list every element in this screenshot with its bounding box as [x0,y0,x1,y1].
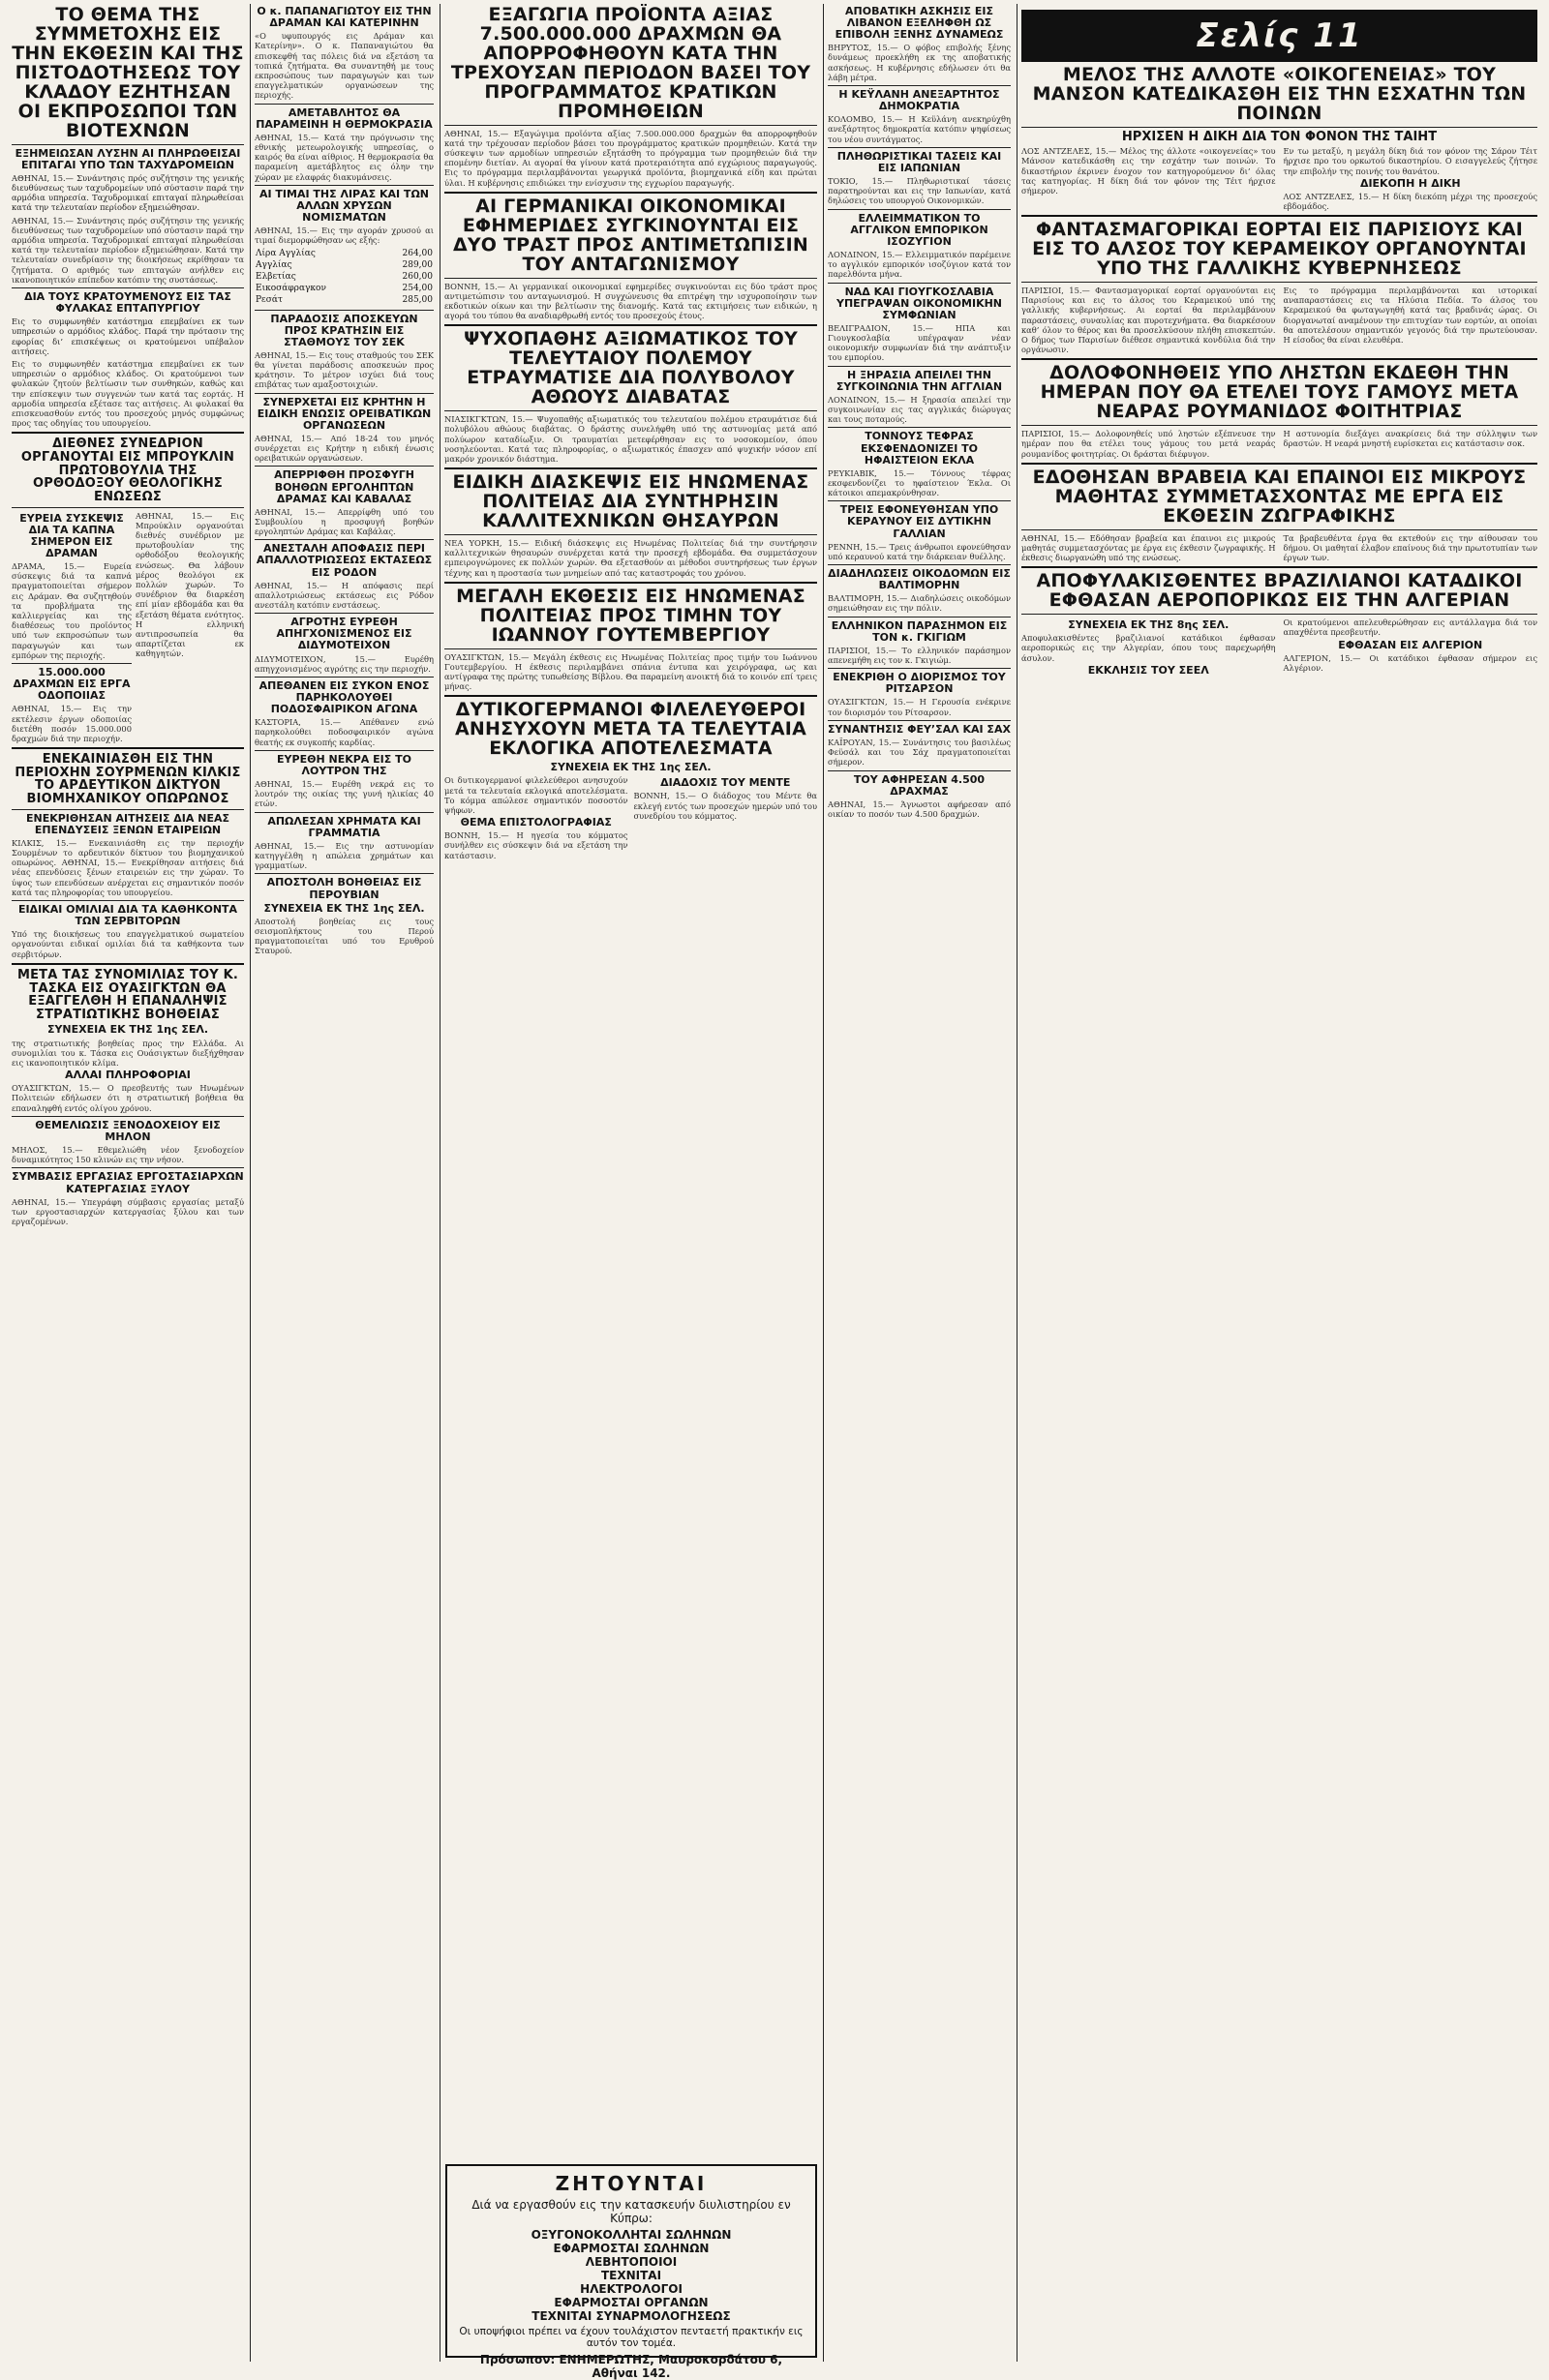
subhead-postal: ΕΞΗΜΕΙΩΣΑΝ ΛΥΣΗΝ ΑΙ ΠΛΗΡΩΘΕΙΣΑΙ ΕΠΙΤΑΓΑΙ ΥΠΟ ΤΩΝ ΤΑΧΥΔΡΟΜΕΙΩΝ [15,146,241,171]
subhead-temperature: ΑΜΕΤΑΒΛΗΤΟΣ ΘΑ ΠΑΡΑΜΕΙΝΗ Η ΘΕΡΜΟΚΡΑΣΙΑ [256,105,433,131]
subhead-lightning: ΤΡΕΙΣ ΕΦΟΝΕΥΘΗΣΑΝ ΥΠΟ ΚΕΡΑΥΝΟΥ ΕΙΣ ΔΥΤΙΚΗΝ ΓΑΛΛΙΑΝ [839,503,999,540]
subhead-ceylon: Η ΚΕΫΛΑΝΗ ΑΝΕΞΑΡΤΗΤΟΣ ΔΗΜΟΚΡΑΤΙΑ [838,88,1000,113]
continuation-label: ΣΥΝΕΧΕΙΑ ΕΚ ΤΗΣ 1ης ΣΕΛ. [550,761,712,774]
headline-congress: ΔΙΕΘΝΕΣ ΣΥΝΕΔΡΙΟΝ ΟΡΓΑΝΟΥΤΑΙ ΕΙΣ ΜΠΡΟΥΚΛΙΝ ΠΡΩΤΟΒΟΥΛΙΑ ΤΗΣ ΟΡΘΟΔΟΞΟΥ ΘΕΟΛΟΓΙΚΗΣ ΕΝΩΣΕΩΣ [20,437,235,504]
headline-taskas: ΜΕΤΑ ΤΑΣ ΣΥΝΟΜΙΛΙΑΣ ΤΟΥ Κ. ΤΑΣΚΑ ΕΙΣ ΟΥΑΣΙΓΚΤΩΝ ΘΑ ΕΞΑΓΓΕΛΘΗ Η ΕΠΑΝΑΛΗΨΙΣ ΣΤΡΑΤΙΩΤΙΚΗΣ ΒΟΗΘΕΙΑΣ [16,967,239,1022]
subhead-faisal: ΣΥΝΑΝΤΗΣΙΣ ΦΕΥ’ΣΑΛ ΚΑΙ ΣΑΧ [828,722,1011,736]
headline-brazilian-prisoners: ΑΠΟΦΥΛΑΚΙΣΘΕΝΤΕΣ ΒΡΑΖΙΛΙΑΝΟΙ ΚΑΤΑΔΙΚΟΙ ΕΦΘΑΣΑΝ ΑΕΡΟΠΟΡΙΚΩΣ ΕΙΣ ΤΗΝ ΑΛΓΕΡΙΑΝ [1036,570,1523,612]
column-6-7: Σελίς 11 ΜΕΛΟΣ ΤΗΣ ΑΛΛΟΤΕ «ΟΙΚΟΓΕΝΕΙΑΣ» ΤΟΥ ΜΑΝΣΟΝ ΚΑΤΕΔΙΚΑΣΘΗ ΕΙΣ ΤΗΝ ΕΣΧΑΤΗΝ ΤΩΝ ΠΟΙΝΩΝ ΗΡΧΙΣΕΝ Η ΔΙΚΗ ΔΙΑ ΤΟΝ ΦΟΝΟΝ ΤΗΣ ΤΑΙΗΤ ΛΟΣ ΑΝΤΖΕΛΕΣ, 15.— Μέλος της άλλοτε «οικογενείας» του Μάνσον κατεδικάσθη εις την εσχάτην των ποινών. Το δικαστήριον έκρινεν ένοχον τον κατηγορούμενον δι’ όλας τας κατηγορίας. Η δίκη διά τον φόνον της Τέιτ ήρχισε σήμερον. Εν τω μεταξύ, η μεγάλη δίκη διά τον φόνον της Σάρον Τέιτ ήρχισε προ του ορκωτού δικαστηρίου. Ο εισαγγελεύς ζήτησε την επιβολήν της ποινής του θανάτου. ΔΙΕΚΟΠΗ Η ΔΙΚΗ ΛΟΣ ΑΝΤΖΕΛΕΣ, 15.— Η δίκη διεκόπη μέχρι της προσεχούς εβδομάδος. ΦΑΝΤΑΣΜΑΓΟΡΙΚΑΙ ΕΟΡΤΑΙ ΕΙΣ ΠΑΡΙΣΙΟΥΣ ΚΑΙ ΕΙΣ ΤΟ ΑΛΣΟΣ ΤΟΥ ΚΕΡΑΜΕΙΚΟΥ ΟΡΓΑΝΟΥΝΤΑΙ ΥΠΟ ΤΗΣ ΓΑΛΛΙΚΗΣ ΚΥΒΕΡΝΗΣΕΩΣ ΠΑΡΙΣΙΟΙ, 15.— Φαντασμαγορικαί εορταί οργανούνται εις Παρισίους και εις το άλσος του Κεραμεικού υπό της γαλλικής κυβερνήσεως. Αι εορταί θα περιλαμβάνουν παραστάσεις, συναυλίας και πυροτεχνήματα. Θα διαρκέσουν καθ’ όλον το θέρος και θα προσελκύσουν πλήθη επισκεπτών. Ο δήμος των Παρισίων διέθεσε σημαντικά κονδύλια διά την οργάνωσιν. Εις το πρόγραμμα περιλαμβάνονται και ιστορικαί αναπαραστάσεις εις τα Ηλύσια Πεδία. Το άλσος του Κεραμεικού θα φωταγωγηθή κατά τας βραδινάς ώρας. Οι διοργανωταί αναμένουν την επιτυχίαν των εορτών, αι οποίαι θα αποτελέσουν σημαντικόν γεγονός διά την πρωτεύουσαν. Η είσοδος θα είναι ελευθέρα. ΔΟΛΟΦΟΝΗΘΕΙΣ ΥΠΟ ΛΗΣΤΩΝ ΕΚΔΕΘΗ ΤΗΝ ΗΜΕΡΑΝ ΠΟΥ ΘΑ ΕΤΕΛΕΙ ΤΟΥΣ ΓΑΜΟΥΣ ΜΕΤΑ ΝΕΑΡΑΣ ΡΟΥΜΑΝΙΔΟΣ ΦΟΙΤΗΤΡΙΑΣ ΠΑΡΙΣΙΟΙ, 15.— Δολοφονηθείς υπό ληστών εξέπνευσε την ημέραν που θα ετέλει τους γάμους του μετά νεαράς ρουμανίδος φοιτητρίας. Οι δράσται διέφυγον. Η αστυνομία διεξάγει ανακρίσεις διά την σύλληψιν των δραστών. Η νεαρά μνηστή ευρίσκεται εις κατάστασιν σοκ. ΕΔΟΘΗΣΑΝ ΒΡΑΒΕΙΑ ΚΑΙ ΕΠΑΙΝΟΙ ΕΙΣ ΜΙΚΡΟΥΣ ΜΑΘΗΤΑΣ ΣΥΜΜΕΤΑΣΧΟΝΤΑΣ ΜΕ ΕΡΓΑ ΕΙΣ ΕΚΘΕΣΙΝ ΖΩΓΡΑΦΙΚΗΣ ΑΘΗΝΑΙ, 15.— Εδόθησαν βραβεία και έπαινοι εις μικρούς μαθητάς συμμετασχόντας με έργα εις έκθεσιν ζωγραφικής. Η έκθεσις διωργανώθη υπό της ενώσεως. Τα βραβευθέντα έργα θα εκτεθούν εις την αίθουσαν του δήμου. Οι μαθηταί έλαβον επαίνους διά την πρωτοτυπίαν των έργων των. ΑΠΟΦΥΛΑΚΙΣΘΕΝΤΕΣ ΒΡΑΖΙΛΙΑΝΟΙ ΚΑΤΑΔΙΚΟΙ ΕΦΘΑΣΑΝ ΑΕΡΟΠΟΡΙΚΩΣ ΕΙΣ ΤΗΝ ΑΛΓΕΡΙΑΝ ΣΥΝΕΧΕΙΑ ΕΚ ΤΗΣ 8ης ΣΕΛ. Αποφυλακισθέντες βραζιλιανοί κατάδικοι έφθασαν αεροπορικώς εις την Αλγερίαν, όπου τους παρεχωρήθη άσυλον. ΕΚΚΛΗΣΙΣ ΤΟΥ ΣΕΕΛ Οι κρατούμενοι απελευθερώθησαν εις αντάλλαγμα διά τον απαχθέντα πρεσβευτήν. ΕΦΘΑΣΑΝ ΕΙΣ ΑΛΓΕΡΙΟΝ ΑΛΓΕΡΙΟΝ, 15.— Οι κατάδικοι έφθασαν σήμερον εις Αλγέριον. [1017,4,1541,2362]
subhead-letters: ΘΕΜΑ ΕΠΙΣΤΟΛΟΓΡΑΦΙΑΣ [460,816,612,829]
subhead-papanagiotou: Ο κ. ΠΑΠΑΝΑΓΙΩΤΟΥ ΕΙΣ ΤΗΝ ΔΡΑΜΑΝ ΚΑΙ ΚΑΤΕΡΙΝΗΝ [257,5,432,30]
subhead-japan: ΠΛΗΘΩΡΙΣΤΙΚΑΙ ΤΑΣΕΙΣ ΚΑΙ ΕΙΣ ΙΑΠΩΝΙΑΝ [836,149,1002,174]
subhead-waiters: ΕΙΔΙΚΑΙ ΟΜΙΛΙΑΙ ΔΙΑ ΤΑ ΚΑΘΗΚΟΝΤΑ ΤΩΝ ΣΕΡΒΙΤΟΡΩΝ [17,903,238,928]
column-3-4: ΕΞΑΓΩΓΙΑ ΠΡΟΪΟΝΤΑ ΑΞΙΑΣ 7.500.000.000 ΔΡΑΧΜΩΝ ΘΑ ΑΠΟΡΡΟΦΗΘΟΥΝ ΚΑΤΑ ΤΗΝ ΤΡΕΧΟΥΣΑΝ ΠΕΡΙΟΔΟΝ ΒΑΣΕΙ ΤΟΥ ΠΡΟΓΡΑΜΜΑΤΟΣ ΚΡΑΤΙΚΩΝ ΠΡΟΜΗΘΕΙΩΝ ΑΘΗΝΑΙ, 15.— Εξαγώγιμα προϊόντα αξίας 7.500.000.000 δραχμών θα απορροφηθούν κατά την τρέχουσαν περίοδον βάσει του προγράμματος κρατικών προμηθειών. Κατά την σύσκεψιν των αρμοδίων υπηρεσιών εξητάσθη το πρόγραμμα των προμηθειών διά την επομένην διετίαν. Αι αγοραί θα γίνουν κατά προτεραιότητα από εγχώριους παραγωγούς. Εις το πρόγραμμα περιλαμβάνονται γεωργικά προϊόντα, βιομηχανικά είδη και πρώται ύλαι. Η κυβέρνησις επιδιώκει την ενίσχυσιν της εγχωρίου παραγωγής. ΑΙ ΓΕΡΜΑΝΙΚΑΙ ΟΙΚΟΝΟΜΙΚΑΙ ΕΦΗΜΕΡΙΔΕΣ ΣΥΓΚΙΝΟΥΝΤΑΙ ΕΙΣ ΔΥΟ ΤΡΑΣΤ ΠΡΟΣ ΑΝΤΙΜΕΤΩΠΙΣΙΝ ΤΟΥ ΑΝΤΑΓΩΝΙΣΜΟΥ ΒΟΝΝΗ, 15.— Αι γερμανικαί οικονομικαί εφημερίδες συγκινούνται εις δύο τράστ προς αντιμετώπισιν του ανταγωνισμού. Η συγχώνευσις θα επιτρέψη την ισχυροποίησιν των εκδοτικών οίκων και την βελτίωσιν της διανομής. Κατά τας εκτιμήσεις των ειδικών, η αγορά του τύπου θα αναδιαρθρωθή εντός του προσεχούς έτους. ΨΥΧΟΠΑΘΗΣ ΑΞΙΩΜΑΤΙΚΟΣ ΤΟΥ ΤΕΛΕΥΤΑΙΟΥ ΠΟΛΕΜΟΥ ΕΤΡΑΥΜΑΤΙΣΕ ΔΙΑ ΠΟΛΥΒΟΛΟΥ ΑΘΩΟΥΣ ΔΙΑΒΑΤΑΣ ΝΙΑΣΙΚΓΚΤΩΝ, 15.— Ψυχοπαθής αξιωματικός του τελευταίου πολέμου ετραυμάτισε διά πολυβόλου αθώους διαβάτας. Ο δράστης συνελήφθη υπό της αστυνομίας μετά από πολύωρον καταδίωξιν. Οι τραυματίαι μετεφέρθησαν εις το νοσοκομείον, όπου νοσηλεύονται. Κατά τας πληροφορίας, ο αξιωματικός έπασχεν από ψυχικήν νόσον επί μακρόν χρονικόν διάστημα. ΕΙΔΙΚΗ ΔΙΑΣΚΕΨΙΣ ΕΙΣ ΗΝΩΜΕΝΑΣ ΠΟΛΙΤΕΙΑΣ ΔΙΑ ΣΥΝΤΗΡΗΣΙΝ ΚΑΛΛΙΤΕΧΝΙΚΩΝ ΘΗΣΑΥΡΩΝ ΝΕΑ ΥΟΡΚΗ, 15.— Ειδική διάσκεψις εις Ηνωμένας Πολιτείας διά την συντήρησιν καλλιτεχνικών θησαυρών συνέρχεται κατά την προσεχή εβδομάδα. Θα συμμετάσχουν εμπειρογνώμονες εκ πολλών χωρών. Θα εξετασθούν αι μέθοδοι συντηρήσεως των έργων τέχνης και η προστασία των μνημείων από τας καταστροφάς του χρόνου. ΜΕΓΑΛΗ ΕΚΘΕΣΙΣ ΕΙΣ ΗΝΩΜΕΝΑΣ ΠΟΛΙΤΕΙΑΣ ΠΡΟΣ ΤΙΜΗΝ ΤΟΥ ΙΩΑΝΝΟΥ ΓΟΥΤΕΜΒΕΡΓΙΟΥ ΟΥΑΣΙΓΚΤΩΝ, 15.— Μεγάλη έκθεσις εις Ηνωμένας Πολιτείας προς τιμήν του Ιωάννου Γουτεμβεργίου. Η έκθεσις περιλαμβάνει σπάνια έντυπα και χειρόγραφα, ως και αντίγραφα της πρώτης τυπωθείσης Βίβλου. Θα παραμείνη ανοικτή διά το κοινόν επί τρεις μήνας. ΔΥΤΙΚΟΓΕΡΜΑΝΟΙ ΦΙΛΕΛΕΥΘΕΡΟΙ ΑΝΗΣΥΧΟΥΝ ΜΕΤΑ ΤΑ ΤΕΛΕΥΤΑΙΑ ΕΚΛΟΓΙΚΑ ΑΠΟΤΕΛΕΣΜΑΤΑ ΣΥΝΕΧΕΙΑ ΕΚ ΤΗΣ 1ης ΣΕΛ. Οι δυτικογερμανοί φιλελεύθεροι ανησυχούν μετά τα τελευταία εκλογικά αποτελέσματα. Το κόμμα απώλεσε σημαντικόν ποσοστόν ψήφων. ΘΕΜΑ ΕΠΙΣΤΟΛΟΓΡΑΦΙΑΣ ΒΟΝΝΗ, 15.— Η ηγεσία του κόμματος συνήλθεν εις σύσκεψιν διά να εξετάση την κατάστασιν. ΔΙΑΔΟΧΙΣ ΤΟΥ ΜΕΝΤΕ ΒΟΝΝΗ, 15.— Ο διάδοχος του Μέντε θα εκλεγή εντός των προσεχών ημερών υπό του συνεδρίου του κόμματος. [440,4,821,2362]
subhead-volcano: ΤΟΝΝΟΥΣ ΤΕΦΡΑΣ ΕΚΣΦΕΝΔΟΝΙΖΕΙ ΤΟ ΗΦΑΙΣΤΕΙΟΝ ΕΚΛΑ [860,430,979,467]
ad-line: ΕΦΑΡΜΟΣΤΑΙ ΟΡΓΑΝΩΝ [554,2296,709,2309]
subhead-baltimore: ΔΙΑΔΗΛΩΣΕΙΣ ΟΙΚΟΔΟΜΩΝ ΕΙΣ ΒΑΛΤΙΜΟΡΗΝ [828,567,1011,592]
subhead-bathroom: ΕΥΡΕΘΗ ΝΕΚΡΑ ΕΙΣ ΤΟ ΛΟΥΤΡΟΝ ΤΗΣ [277,752,411,777]
column-5: ΑΠΟΒΑΤΙΚΗ ΑΣΚΗΣΙΣ ΕΙΣ ΛΙΒΑΝΟΝ ΕΞΕΛΗΦΘΗ ΩΣ ΕΠΙΒΟΛΗ ΞΕΝΗΣ ΔΥΝΑΜΕΩΣ ΒΗΡΥΤΟΣ, 15.— Ο φόβος επιβολής ξένης δυνάμεως προεκλήθη εκ της αποβατικής ασκήσεως. Η κυβέρνησις εδήλωσεν ότι θα λάβη μέτρα. Η ΚΕΫΛΑΝΗ ΑΝΕΞΑΡΤΗΤΟΣ ΔΗΜΟΚΡΑΤΙΑ ΚΟΛΟΜΒΟ, 15.— Η Κεϋλάνη ανεκηρύχθη ανεξάρτητος δημοκρατία κατόπιν ψηφίσεως του νέου συντάγματος. ΠΛΗΘΩΡΙΣΤΙΚΑΙ ΤΑΣΕΙΣ ΚΑΙ ΕΙΣ ΙΑΠΩΝΙΑΝ ΤΟΚΙΟ, 15.— Πληθωριστικαί τάσεις παρατηρούνται και εις την Ιαπωνίαν, κατά δηλώσεις του υπουργού Οικονομικών. ΕΛΛΕΙΜΜΑΤΙΚΟΝ ΤΟ ΑΓΓΛΙΚΟΝ ΕΜΠΟΡΙΚΟΝ ΙΣΟΖΥΓΙΟΝ ΛΟΝΔΙΝΟΝ, 15.— Ελλειμματικόν παρέμεινε το αγγλικόν εμπορικόν ισοζύγιον κατά τον παρελθόντα μήνα. ΝΑΔ ΚΑΙ ΓΙΟΥΓΚΟΣΛΑΒΙΑ ΥΠΕΓΡΑΨΑΝ ΟΙΚΟΝΟΜΙΚΗΝ ΣΥΜΦΩΝΙΑΝ ΒΕΛΙΓΡΑΔΙΟΝ, 15.— ΗΠΑ και Γιουγκοσλαβία υπέγραψαν νέαν οικονομικήν συμφωνίαν διά την ανάπτυξιν του εμπορίου. Η ΞΗΡΑΣΙΑ ΑΠΕΙΛΕΙ ΤΗΝ ΣΥΓΚΟΙΝΩΝΙΑ ΤΗΝ ΑΓΓΛΙΑΝ ΛΟΝΔΙΝΟΝ, 15.— Η ξηρασία απειλεί την συγκοινωνίαν εις τας αγγλικάς διώρυγας και τους ποταμούς. ΤΟΝΝΟΥΣ ΤΕΦΡΑΣ ΕΚΣΦΕΝΔΟΝΙΖΕΙ ΤΟ ΗΦΑΙΣΤΕΙΟΝ ΕΚΛΑ ΡΕΥΚΙΑΒΙΚ, 15.— Τόννους τέφρας εκσφενδονίζει το ηφαίστειον Έκλα. Οι κάτοικοι απεμακρύνθησαν. ΤΡΕΙΣ ΕΦΟΝΕΥΘΗΣΑΝ ΥΠΟ ΚΕΡΑΥΝΟΥ ΕΙΣ ΔΥΤΙΚΗΝ ΓΑΛΛΙΑΝ ΡΕΝΝΗ, 15.— Τρεις άνθρωποι εφονεύθησαν υπό κεραυνού κατά την διάρκειαν θυέλλης. ΔΙΑΔΗΛΩΣΕΙΣ ΟΙΚΟΔΟΜΩΝ ΕΙΣ ΒΑΛΤΙΜΟΡΗΝ ΒΑΛΤΙΜΟΡΗ, 15.— Διαδηλώσεις οικοδόμων σημειώθησαν εις την πόλιν. ΕΛΛΗΝΙΚΟΝ ΠΑΡΑΣΗΜΟΝ ΕΙΣ ΤΟΝ κ. ΓΚΙΓΙΩΜ ΠΑΡΙΣΙΟΙ, 15.— Το ελληνικόν παράσημον απενεμήθη εις τον κ. Γκιγιώμ. ΕΝΕΚΡΙΘΗ Ο ΔΙΟΡΙΣΜΟΣ ΤΟΥ ΡΙΤΣΑΡΣΟΝ ΟΥΑΣΙΓΚΤΩΝ, 15.— Η Γερουσία ενέκρινε τον διορισμόν του Ρίτσαρσον. ΣΥΝΑΝΤΗΣΙΣ ΦΕΥ’ΣΑΛ ΚΑΙ ΣΑΧ ΚΑΪΡΟΥΑΝ, 15.— Συνάντησις του βασιλέως Φεϋσάλ και του Σάχ πραγματοποιείται σήμερον. ΤΟΥ ΑΦΗΡΕΣΑΝ 4.500 ΔΡΑΧΜΑΣ ΑΘΗΝΑΙ, 15.— Άγνωστοι αφήρεσαν από οικίαν το ποσόν των 4.500 δραχμών. [823,4,1015,2362]
article-postal: ΑΘΗΝΑΙ, 15.— Συνάντησις πρός συζήτησιν της γενικής διευθύνσεως των ταχυδρομείων υπό σύστασιν παρά την αρμόδια υπηρεσία. Ταχυδρομικαί επιταγαί πληρωθείσαι κατά την τελευταίαν περίοδον εξημειώθησαν. [12,172,244,213]
subhead-hotel: ΘΕΜΕΛΙΩΣΙΣ ΞΕΝΟΔΟΧΕΙΟΥ ΕΙΣ ΜΗΛΟΝ [35,1118,221,1143]
subhead-drought: Η ΞΗΡΑΣΙΑ ΑΠΕΙΛΕΙ ΤΗΝ ΣΥΓΚΟΙΝΩΝΙΑ ΤΗΝ ΑΓΓΛΙΑΝ [835,368,1003,393]
ad-line: ΕΦΑΡΜΟΣΤΑΙ ΣΩΛΗΝΩΝ [553,2242,710,2255]
headline-art-treasures: ΕΙΔΙΚΗ ΔΙΑΣΚΕΨΙΣ ΕΙΣ ΗΝΩΜΕΝΑΣ ΠΟΛΙΤΕΙΑΣ ΔΙΑ ΣΥΝΤΗΡΗΣΙΝ ΚΑΛΛΙΤΕΧΝΙΚΩΝ ΘΗΣΑΥΡΩΝ [452,471,809,532]
continuation-label: ΣΥΝΕΧΕΙΑ ΕΚ ΤΗΣ 8ης ΣΕΛ. [1068,618,1230,632]
headline-german-newspapers: ΑΙ ΓΕΡΜΑΝΙΚΑΙ ΟΙΚΟΝΟΜΙΚΑΙ ΕΦΗΜΕΡΙΔΕΣ ΣΥΓΚΙΝΟΥΝΤΑΙ ΕΙΣ ΔΥΟ ΤΡΑΣΤ ΠΡΟΣ ΑΝΤΙΜΕΤΩΠΙΣΙΝ ΤΟΥ ΑΝΤΑΓΩΝΙΣΜΟΥ [452,195,809,275]
table-row: Ρεσάτ 285,00 [256,294,433,305]
table-row: Αγγλίας 289,00 [256,259,433,270]
job-advertisement [445,2164,817,2380]
subhead-mende: ΔΙΑΔΟΧΙΣ ΤΟΥ ΜΕΝΤΕ [660,776,791,790]
ad-line: ΤΕΧΝΙΤΑΙ [600,2269,662,2282]
subhead-guillaume: ΕΛΛΗΝΙΚΟΝ ΠΑΡΑΣΗΜΟΝ ΕΙΣ ΤΟΝ κ. ΓΚΙΓΙΩΜ [831,618,1008,644]
table-row: Ελβετίας 260,00 [256,271,433,282]
column-1: ΤΟ ΘΕΜΑ ΤΗΣ ΣΥΜΜΕΤΟΧΗΣ ΕΙΣ ΤΗΝ ΕΚΘΕΣΙΝ ΚΑΙ ΤΗΣ ΠΙΣΤΟΔΟΤΗΣΕΩΣ ΤΟΥ ΚΛΑΔΟΥ ΕΖΗΤΗΣΑΝ ΟΙ ΕΚΠΡΟΣΩΠΟΙ ΤΩΝ ΒΙΟΤΕΧΝΩΝ ΕΞΗΜΕΙΩΣΑΝ ΛΥΣΗΝ ΑΙ ΠΛΗΡΩΘΕΙΣΑΙ ΕΠΙΤΑΓΑΙ ΥΠΟ ΤΩΝ ΤΑΧΥΔΡΟΜΕΙΩΝ ΑΘΗΝΑΙ, 15.— Συνάντησις πρός συζήτησιν της γενικής διευθύνσεως των ταχυδρομείων υπό σύστασιν παρά την αρμόδια υπηρεσία. Ταχυδρομικαί επιταγαί πληρωθείσαι κατά την τελευταίαν περίοδον εξημειώθησαν. ΑΘΗΝΑΙ, 15.— Συνάντησις πρός συζήτησιν της γενικής διευθύνσεως των ταχυδρομείων υπό σύστασιν παρά την αρμόδια υπηρεσία. Ταχυδρομικαί επιταγαί πληρωθείσαι κατά την τελευταίαν περίοδον εξημειώθησαν. Κατά την τελευταίαν συνεδρίασιν της διοικήσεως εκρίθησαν τα ζητήματα. Ο αριθμός των επιταγών ανήλθεν εις ικανοποιητικόν επίπεδον κατόπιν της συστάσεως. ΔΙΑ ΤΟΥΣ ΚΡΑΤΟΥΜΕΝΟΥΣ ΕΙΣ ΤΑΣ ΦΥΛΑΚΑΣ ΕΠΤΑΠΥΡΓΙΟΥ Εις το συμφωνηθέν κατάστημα επεμβαίνει εκ των υπηρεσιών ο αρμόδιος κλάδος. Παρά την πρότασιν της εφορίας δι’ επισκέψεως οι κρατούμενοι υπέβαλον αιτήσεις. Εις το συμφωνηθέν κατάστημα επεμβαίνει εκ των υπηρεσιών ο αρμόδιος κλάδος. Οι κρατούμενοι των φυλακών ζητούν βελτίωσιν των συνθηκών, καθώς και την επίσκεψιν των συγγενών των κατά τας εορτάς. Η αρμοδία υπηρεσία εξέτασε τας αιτήσεις. Αι φυλακαί θα επισκευασθούν εντός του προσεχούς μηνός συμφώνως προς τας οδηγίας του υπουργείου. ΔΙΕΘΝΕΣ ΣΥΝΕΔΡΙΟΝ ΟΡΓΑΝΟΥΤΑΙ ΕΙΣ ΜΠΡΟΥΚΛΙΝ ΠΡΩΤΟΒΟΥΛΙΑ ΤΗΣ ΟΡΘΟΔΟΞΟΥ ΘΕΟΛΟΓΙΚΗΣ ΕΝΩΣΕΩΣ ΕΥΡΕΙΑ ΣΥΣΚΕΨΙΣ ΔΙΑ ΤΑ ΚΑΠΝΑ ΣΗΜΕΡΟΝ ΕΙΣ ΔΡΑΜΑΝ ΔΡΑΜΑ, 15.— Ευρεία σύσκεψις διά τα καπνά πραγματοποιείται σήμερον εις Δράμαν. Θα συζητηθούν τα προβλήματα της καλλιεργείας και της διαθέσεως του προϊόντος υπό των εκπροσώπων των παραγωγών και των εμπόρων της περιοχής. 15.000.000 ΔΡΑΧΜΩΝ ΕΙΣ ΕΡΓΑ ΟΔΟΠΟΙΙΑΣ ΑΘΗΝΑΙ, 15.— Εις την εκτέλεσιν έργων οδοποιίας διετέθη ποσόν 15.000.000 δραχμών διά την περιοχήν. ΑΘΗΝΑΙ, 15.— Εις Μπρούκλιν οργανούται διεθνές συνέδριον με πρωτοβουλίαν της ορθοδόξου θεολογικής ενώσεως. Θα λάβουν μέρος θεολόγοι εκ πολλών χωρών. Το συνέδριον θα διαρκέση επί μίαν εβδομάδα και θα εξετάση θέματα ενότητος. Η ελληνική αντιπροσωπεία θα απαρτίζεται εκ καθηγητών. ΕΝΕΚΑΙΝΙΑΣΘΗ ΕΙΣ ΤΗΝ ΠΕΡΙΟΧΗΝ ΣΟΥΡΜΕΝΩΝ ΚΙΛΚΙΣ ΤΟ ΑΡΔΕΥΤΙΚΟΝ ΔΙΚΤΥΟΝ ΒΙΟΜΗΧΑΝΙΚΟΥ ΟΠΩΡΩΝΟΣ ΕΝΕΚΡΙΘΗΣΑΝ ΑΙΤΗΣΕΙΣ ΔΙΑ ΝΕΑΣ ΕΠΕΝΔΥΣΕΙΣ ΞΕΝΩΝ ΕΤΑΙΡΕΙΩΝ ΚΙΛΚΙΣ, 15.— Ενεκαινιάσθη εις την περιοχήν Σουρμένων το αρδευτικόν δίκτυον του βιομηχανικού οπωρώνος. ΑΘΗΝΑΙ, 15.— Ενεκρίθησαν αιτήσεις διά νέας επενδύσεις ξένων εταιρειών εις την χώραν. Το ύψος των επενδύσεων ανέρχεται εις σημαντικόν ποσόν κατά τας πληροφορίας του υπουργείου. ΕΙΔΙΚΑΙ ΟΜΙΛΙΑΙ ΔΙΑ ΤΑ ΚΑΘΗΚΟΝΤΑ ΤΩΝ ΣΕΡΒΙΤΟΡΩΝ Υπό της διοικήσεως του επαγγελματικού σωματείου οργανούνται ειδικαί ομιλίαι διά τα καθήκοντα των σερβιτόρων. ΜΕΤΑ ΤΑΣ ΣΥΝΟΜΙΛΙΑΣ ΤΟΥ Κ. ΤΑΣΚΑ ΕΙΣ ΟΥΑΣΙΓΚΤΩΝ ΘΑ ΕΞΑΓΓΕΛΘΗ Η ΕΠΑΝΑΛΗΨΙΣ ΣΤΡΑΤΙΩΤΙΚΗΣ ΒΟΗΘΕΙΑΣ ΣΥΝΕΧΕΙΑ ΕΚ ΤΗΣ 1ης ΣΕΛ. της στρατιωτικής βοηθείας προς την Ελλάδα. Αι συνομιλίαι του κ. Τάσκα εις Ουάσιγκτων διεξήχθησαν εις ικανοποιητικόν κλίμα. ΑΛΛΑΙ ΠΛΗΡΟΦΟΡΙΑΙ ΟΥΑΣΙΓΚΤΩΝ, 15.— Ο πρεσβευτής των Ηνωμένων Πολιτειών εδήλωσεν ότι η στρατιωτική βοήθεια θα επαναληφθή εντός ολίγου χρόνου. ΘΕΜΕΛΙΩΣΙΣ ΞΕΝΟΔΟΧΕΙΟΥ ΕΙΣ ΜΗΛΟΝ ΜΗΛΟΣ, 15.— Εθεμελιώθη νέον ξενοδοχείον δυναμικότητος 150 κλινών εις την νήσον. ΣΥΜΒΑΣΙΣ ΕΡΓΑΣΙΑΣ ΕΡΓΟΣΤΑΣΙΑΡΧΩΝ ΚΑΤΕΡΓΑΣΙΑΣ ΞΥΛΟΥ ΑΘΗΝΑΙ, 15.— Υπεγράφη σύμβασις εργασίας μεταξύ των εργοστασιαρχών κατεργασίας ξύλου και των εργαζομένων. [12,4,244,1227]
headline-murder-wedding: ΔΟΛΟΦΟΝΗΘΕΙΣ ΥΠΟ ΛΗΣΤΩΝ ΕΚΔΕΘΗ ΤΗΝ ΗΜΕΡΑΝ ΠΟΥ ΘΑ ΕΤΕΛΕΙ ΤΟΥΣ ΓΑΜΟΥΣ ΜΕΤΑ ΝΕΑΡΑΣ ΡΟΥΜΑΝΙΔΟΣ ΦΟΙΤΗΤΡΙΑΣ [1040,362,1519,423]
ad-requirement: Οι υποψήφιοι πρέπει να έχουν τουλάχιστον πενταετή πρακτικήν εις αυτόν τον τομέα. [459,2326,804,2349]
subhead-tobacco: ΕΥΡΕΙΑ ΣΥΣΚΕΨΙΣ ΔΙΑ ΤΑ ΚΑΠΝΑ ΣΗΜΕΡΟΝ ΕΙΣ ΔΡΑΜΑΝ [19,511,124,559]
newspaper-page [8,4,1541,2380]
subhead-arrived-algiers: ΕΦΘΑΣΑΝ ΕΙΣ ΑΛΓΕΡΙΟΝ [1338,638,1483,651]
subhead-lost-money: ΑΠΩΛΕΣΑΝ ΧΡΗΜΑΤΑ ΚΑΙ ΓΡΑΜΜΑΤΙΑ [267,814,421,839]
subhead-uk-trade: ΕΛΛΕΙΜΜΑΤΙΚΟΝ ΤΟ ΑΓΓΛΙΚΟΝ ΕΜΠΟΡΙΚΟΝ ΙΣΟΖΥΓΙΟΝ [850,211,988,248]
headline-manson: ΜΕΛΟΣ ΤΗΣ ΑΛΛΟΤΕ «ΟΙΚΟΓΕΝΕΙΑΣ» ΤΟΥ ΜΑΝΣΟΝ ΚΑΤΕΔΙΚΑΣΘΗ ΕΙΣ ΤΗΝ ΕΣΧΑΤΗΝ ΤΩΝ ΠΟΙΝΩΝ [1032,64,1527,124]
headline-officer-shooting: ΨΥΧΟΠΑΘΗΣ ΑΞΙΩΜΑΤΙΚΟΣ ΤΟΥ ΤΕΛΕΥΤΑΙΟΥ ΠΟΛΕΜΟΥ ΕΤΡΑΥΜΑΤΙΣΕ ΔΙΑ ΠΟΛΥΒΟΛΟΥ ΑΘΩΟΥΣ ΔΙΑΒΑΤΑΣ [464,328,798,408]
subhead-crete: ΣΥΝΕΡΧΕΤΑΙ ΕΙΣ ΚΡΗΤΗΝ Η ΕΙΔΙΚΗ ΕΝΩΣΙΣ ΟΡΕΙΒΑΤΙΚΩΝ ΟΡΓΑΝΩΣΕΩΝ [257,395,432,432]
ad-line: ΤΕΧΝΙΤΑΙ ΣΥΝΑΡΜΟΛΟΓΗΣΕΩΣ [532,2309,731,2323]
subhead-football: ΑΠΕΘΑΝΕΝ ΕΙΣ ΣΥΚΟΝ ΕΝΟΣ ΠΑΡΗΚΟΛΟΥΘΕΙ ΠΟΔΟΣΦΑΙΡΙΚΟΝ ΑΓΩΝΑ [258,678,430,716]
subhead-tate-trial: ΗΡΧΙΣΕΝ Η ΔΙΚΗ ΔΙΑ ΤΟΝ ΦΟΝΟΝ ΤΗΣ ΤΑΙΗΤ [1121,129,1438,144]
subhead-appeal: ΕΚΚΛΗΣΙΣ ΤΟΥ ΣΕΕΛ [1087,663,1209,677]
headline-irrigation: ΕΝΕΚΑΙΝΙΑΣΘΗ ΕΙΣ ΤΗΝ ΠΕΡΙΟΧΗΝ ΣΟΥΡΜΕΝΩΝ ΚΙΛΚΙΣ ΤΟ ΑΡΔΕΥΤΙΚΟΝ ΔΙΚΤΥΟΝ ΒΙΟΜΗΧΑΝΙΚΟΥ ΟΠΩΡΩΝΟΣ [15,752,241,807]
headline-exhibition: ΤΟ ΘΕΜΑ ΤΗΣ ΣΥΜΜΕΤΟΧΗΣ ΕΙΣ ΤΗΝ ΕΚΘΕΣΙΝ ΚΑΙ ΤΗΣ ΠΙΣΤΟΔΟΤΗΣΕΩΣ ΤΟΥ ΚΛΑΔΟΥ ΕΖΗΤΗΣΑΝ ΟΙ ΕΚΠΡΟΣΩΠΟΙ ΤΩΝ ΒΙΟΤΕΧΝΩΝ [12,4,244,141]
ad-line: ΛΕΒΗΤΟΠΟΙΟΙ [585,2255,678,2269]
continuation-label: ΣΥΝΕΧΕΙΑ ΕΚ ΤΗΣ 1ης ΣΕΛ. [46,1023,209,1037]
article-prisoners: Εις το συμφωνηθέν κατάστημα επεμβαίνει εκ των υπηρεσιών ο αρμόδιος κλάδος. Παρά την πρότασιν της εφορίας δι’ επισκέψεως οι κρατούμενοι υπέβαλον αιτήσεις. [12,316,244,356]
page-number-masthead: Σελίς 11 [1021,10,1537,62]
headline-german-liberals: ΔΥΤΙΚΟΓΕΡΜΑΝΟΙ ΦΙΛΕΛΕΥΘΕΡΟΙ ΑΝΗΣΥΧΟΥΝ ΜΕΤΑ ΤΑ ΤΕΛΕΥΤΑΙΑ ΕΚΛΟΓΙΚΑ ΑΠΟΤΕΛΕΣΜΑΤΑ [455,699,806,760]
ad-line: ΟΞΥΓΟΝΟΚΟΛΛΗΤΑΙ ΣΩΛΗΝΩΝ [531,2228,732,2242]
subhead-rhodes: ΑΝΕΣΤΑΛΗ ΑΠΟΦΑΣΙΣ ΠΕΡΙ ΑΠΑΛΛΟΤΡΙΩΣΕΩΣ ΕΚΤΑΣΕΩΣ ΕΙΣ ΡΟΔΟΝ [256,542,433,579]
ad-title: ΖΗΤΟΥΝΤΑΙ [555,2172,708,2195]
subhead-yugoslavia: ΝΑΔ ΚΑΙ ΓΙΟΥΓΚΟΣΛΑΒΙΑ ΥΠΕΓΡΑΨΑΝ ΟΙΚΟΝΟΜΙΚΗΝ ΣΥΜΦΩΝΙΑΝ [835,285,1002,321]
ad-line: ΗΛΕΚΤΡΟΛΟΓΟΙ [580,2282,683,2296]
continuation-label: ΣΥΝΕΧΕΙΑ ΕΚ ΤΗΣ 1ης ΣΕΛ. [263,901,425,915]
subhead-richardson: ΕΝΕΚΡΙΘΗ Ο ΔΙΟΡΙΣΜΟΣ ΤΟΥ ΡΙΤΣΑΡΣΟΝ [833,671,1006,696]
ad-intro: Διά να εργασθούν εις την κατασκευήν διυλιστηρίου εν Κύπρω: [471,2198,791,2225]
headline-paris-festivities: ΦΑΝΤΑΣΜΑΓΟΡΙΚΑΙ ΕΟΡΤΑΙ ΕΙΣ ΠΑΡΙΣΙΟΥΣ ΚΑΙ ΕΙΣ ΤΟ ΑΛΣΟΣ ΤΟΥ ΚΕΡΑΜΕΙΚΟΥ ΟΡΓΑΝΟΥΝΤΑΙ ΥΠΟ ΤΗΣ ΓΑΛΛΙΚΗΣ ΚΥΒΕΡΝΗΣΕΩΣ [1032,219,1527,280]
subhead-contractors: ΑΠΕΡΡΙΦΘΗ ΠΡΟΣΦΥΓΗ ΒΟΗΘΩΝ ΕΡΓΟΛΗΠΤΩΝ ΔΡΑΜΑΣ ΚΑΙ ΚΑΒΑΛΑΣ [274,468,414,505]
subhead-other-info: ΑΛΛΑΙ ΠΛΗΡΟΦΟΡΙΑΙ [65,1069,191,1082]
headline-gutenberg: ΜΕΓΑΛΗ ΕΚΘΕΣΙΣ ΕΙΣ ΗΝΩΜΕΝΑΣ ΠΟΛΙΤΕΙΑΣ ΠΡΟΣ ΤΙΜΗΝ ΤΟΥ ΙΩΑΝΝΟΥ ΓΟΥΤΕΜΒΕΡΓΙΟΥ [456,585,805,646]
subhead-prisoners: ΔΙΑ ΤΟΥΣ ΚΡΑΤΟΥΜΕΝΟΥΣ ΕΙΣ ΤΑΣ ΦΥΛΑΚΑΣ ΕΠΤΑΠΥΡΓΙΟΥ [24,289,231,316]
subhead-gold-prices: ΑΙ ΤΙΜΑΙ ΤΗΣ ΛΙΡΑΣ ΚΑΙ ΤΩΝ ΑΛΛΩΝ ΧΡΥΣΩΝ ΝΟΜΙΣΜΑΤΩΝ [258,187,429,224]
subhead-robbery: ΤΟΥ ΑΦΗΡΕΣΑΝ 4.500 ΔΡΑΧΜΑΣ [853,772,986,798]
subhead-wood-contract: ΣΥΜΒΑΣΙΣ ΕΡΓΑΣΙΑΣ ΕΡΓΟΣΤΑΣΙΑΡΧΩΝ ΚΑΤΕΡΓΑΣΙΑΣ ΞΥΛΟΥ [12,1170,244,1195]
gold-price-table [255,248,434,306]
table-row: Λίρα Αγγλίας 264,00 [256,248,433,258]
subhead-lebanon: ΑΠΟΒΑΤΙΚΗ ΑΣΚΗΣΙΣ ΕΙΣ ΛΙΒΑΝΟΝ ΕΞΕΛΗΦΘΗ ΩΣ ΕΠΙΒΟΛΗ ΞΕΝΗΣ ΔΥΝΑΜΕΩΣ [835,5,1004,42]
subhead-farmer: ΑΓΡΟΤΗΣ ΕΥΡΕΘΗ ΑΠΗΓΧΟΝΙΣΜΕΝΟΣ ΕΙΣ ΔΙΔΥΜΟΤΕΙΧΟΝ [276,616,412,652]
column-2: Ο κ. ΠΑΠΑΝΑΓΙΩΤΟΥ ΕΙΣ ΤΗΝ ΔΡΑΜΑΝ ΚΑΙ ΚΑΤΕΡΙΝΗΝ «Ο υφυπουργός εις Δράμαν και Κατερίνην». Ο κ. Παπαναγιώτου θα επισκεφθή τας πόλεις διά να εξετάση τα τοπικά ζητήματα. Θα συναντηθή με τους εκπροσώπους των παραγωγών και των επαγγελματικών οργανώσεων της περιοχής. ΑΜΕΤΑΒΛΗΤΟΣ ΘΑ ΠΑΡΑΜΕΙΝΗ Η ΘΕΡΜΟΚΡΑΣΙΑ ΑΘΗΝΑΙ, 15.— Κατά την πρόγνωσιν της εθνικής μετεωρολογικής υπηρεσίας, ο καιρός θα είναι αίθριος. Η θερμοκρασία θα παραμείνη αμετάβλητος εις όλην την χώραν με ελαφράς διακυμάνσεις. ΑΙ ΤΙΜΑΙ ΤΗΣ ΛΙΡΑΣ ΚΑΙ ΤΩΝ ΑΛΛΩΝ ΧΡΥΣΩΝ ΝΟΜΙΣΜΑΤΩΝ ΑΘΗΝΑΙ, 15.— Εις την αγοράν χρυσού αι τιμαί διεμορφώθησαν ως εξής: Λίρα Αγγλίας 264,00 Αγγλίας 289,00 Ελβετίας 260,00 Εικοσάφραγκον 254,00 Ρεσάτ 285,00 ΠΑΡΑΔΟΣΙΣ ΑΠΟΣΚΕΥΩΝ ΠΡΟΣ ΚΡΑΤΗΣΙΝ ΕΙΣ ΣΤΑΘΜΟΥΣ ΤΟΥ ΣΕΚ ΑΘΗΝΑΙ, 15.— Εις τους σταθμούς του ΣΕΚ θα γίνεται παράδοσις αποσκευών προς κράτησιν. Το μέτρον ισχύει διά τους επιβάτας των αμαξοστοιχιών. ΣΥΝΕΡΧΕΤΑΙ ΕΙΣ ΚΡΗΤΗΝ Η ΕΙΔΙΚΗ ΕΝΩΣΙΣ ΟΡΕΙΒΑΤΙΚΩΝ ΟΡΓΑΝΩΣΕΩΝ ΑΘΗΝΑΙ, 15.— Από 18-24 του μηνός συνέρχεται εις Κρήτην η ειδική ένωσις ορειβατικών οργανώσεων. ΑΠΕΡΡΙΦΘΗ ΠΡΟΣΦΥΓΗ ΒΟΗΘΩΝ ΕΡΓΟΛΗΠΤΩΝ ΔΡΑΜΑΣ ΚΑΙ ΚΑΒΑΛΑΣ ΑΘΗΝΑΙ, 15.— Απερρίφθη υπό του Συμβουλίου η προσφυγή βοηθών εργοληπτών Δράμας και Καβάλας. ΑΝΕΣΤΑΛΗ ΑΠΟΦΑΣΙΣ ΠΕΡΙ ΑΠΑΛΛΟΤΡΙΩΣΕΩΣ ΕΚΤΑΣΕΩΣ ΕΙΣ ΡΟΔΟΝ ΑΘΗΝΑΙ, 15.— Η απόφασις περί απαλλοτριώσεως εκτάσεως εις Ρόδον ανεστάλη κατόπιν ενστάσεως. ΑΓΡΟΤΗΣ ΕΥΡΕΘΗ ΑΠΗΓΧΟΝΙΣΜΕΝΟΣ ΕΙΣ ΔΙΔΥΜΟΤΕΙΧΟΝ ΔΙΔΥΜΟΤΕΙΧΟΝ, 15.— Ευρέθη απηγχονισμένος αγρότης εις την περιοχήν. ΑΠΕΘΑΝΕΝ ΕΙΣ ΣΥΚΟΝ ΕΝΟΣ ΠΑΡΗΚΟΛΟΥΘΕΙ ΠΟΔΟΣΦΑΙΡΙΚΟΝ ΑΓΩΝΑ ΚΑΣΤΟΡΙΑ, 15.— Απέθανεν ενώ παρηκολούθει ποδοσφαιρικόν αγώνα θεατής εκ συγκοπής καρδίας. ΕΥΡΕΘΗ ΝΕΚΡΑ ΕΙΣ ΤΟ ΛΟΥΤΡΟΝ ΤΗΣ ΑΘΗΝΑΙ, 15.— Ευρέθη νεκρά εις το λουτρόν της οικίας της γυνή ηλικίας 40 ετών. ΑΠΩΛΕΣΑΝ ΧΡΗΜΑΤΑ ΚΑΙ ΓΡΑΜΜΑΤΙΑ ΑΘΗΝΑΙ, 15.— Εις την αστυνομίαν κατηγγέλθη η απώλεια χρημάτων και γραμματίων. ΑΠΟΣΤΟΛΗ ΒΟΗΘΕΙΑΣ ΕΙΣ ΠΕΡΟΥΒΙΑΝ ΣΥΝΕΧΕΙΑ ΕΚ ΤΗΣ 1ης ΣΕΛ. Αποστολή βοηθείας εις τους σεισμοπλήκτους του Περού πραγματοποιείται υπό του Ερυθρού Σταυρού. [250,4,438,2362]
table-row: Εικοσάφραγκον 254,00 [256,283,433,293]
subhead-peru: ΑΠΟΣΤΟΛΗ ΒΟΗΘΕΙΑΣ ΕΙΣ ΠΕΡΟΥΒΙΑΝ [266,876,422,901]
subhead-trial-interrupted: ΔΙΕΚΟΠΗ Η ΔΙΚΗ [1359,176,1461,190]
subhead-luggage: ΠΑΡΑΔΟΣΙΣ ΑΠΟΣΚΕΥΩΝ ΠΡΟΣ ΚΡΑΤΗΣΙΝ ΕΙΣ ΣΤΑΘΜΟΥΣ ΤΟΥ ΣΕΚ [270,312,418,348]
ad-address: Πρόσωπον: ΕΝΗΜΕΡΩΤΗΣ, Μαυροκορδάτου 6, Αθήναι 142. [479,2353,783,2380]
headline-painting-awards: ΕΔΟΘΗΣΑΝ ΒΡΑΒΕΙΑ ΚΑΙ ΕΠΑΙΝΟΙ ΕΙΣ ΜΙΚΡΟΥΣ ΜΑΘΗΤΑΣ ΣΥΜΜΕΤΑΣΧΟΝΤΑΣ ΜΕ ΕΡΓΑ ΕΙΣ ΕΚΘΕΣΙΝ ΖΩΓΡΑΦΙΚΗΣ [1032,466,1527,527]
subhead-roadworks: 15.000.000 ΔΡΑΧΜΩΝ ΕΙΣ ΕΡΓΑ ΟΔΟΠΟΙΙΑΣ [13,666,131,703]
subhead-investments: ΕΝΕΚΡΙΘΗΣΑΝ ΑΙΤΗΣΕΙΣ ΔΙΑ ΝΕΑΣ ΕΠΕΝΔΥΣΕΙΣ ΞΕΝΩΝ ΕΤΑΙΡΕΙΩΝ [25,811,229,836]
headline-exports: ΕΞΑΓΩΓΙΑ ΠΡΟΪΟΝΤΑ ΑΞΙΑΣ 7.500.000.000 ΔΡΑΧΜΩΝ ΘΑ ΑΠΟΡΡΟΦΗΘΟΥΝ ΚΑΤΑ ΤΗΝ ΤΡΕΧΟΥΣΑΝ ΠΕΡΙΟΔΟΝ ΒΑΣΕΙ ΤΟΥ ΠΡΟΓΡΑΜΜΑΤΟΣ ΚΡΑΤΙΚΩΝ ΠΡΟΜΗΘΕΙΩΝ [450,4,811,122]
